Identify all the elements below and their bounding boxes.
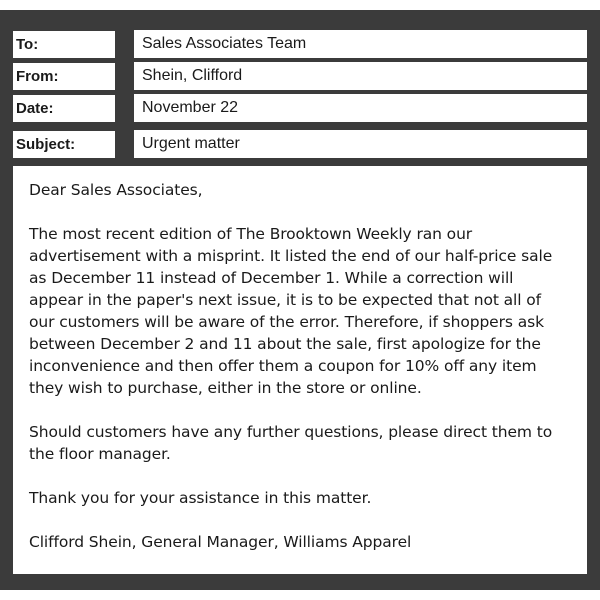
- closing: Thank you for your assistance in this matter.: [29, 489, 372, 507]
- date-value: November 22: [134, 94, 587, 122]
- to-label: To:: [13, 31, 115, 58]
- signature: Clifford Shein, General Manager, Williams Apparel: [29, 533, 412, 551]
- date-label: Date:: [13, 95, 115, 122]
- from-label: From:: [13, 63, 115, 90]
- subject-label: Subject:: [13, 131, 115, 158]
- memo-body: [13, 166, 587, 574]
- subject-value: Urgent matter: [134, 130, 587, 158]
- greeting: Dear Sales Associates,: [29, 181, 203, 199]
- body-paragraph-2: Should customers have any further questions, please direct them to the floor manager.: [29, 423, 553, 463]
- body-paragraph-1: The most recent edition of The Brooktown Weekly ran our advertisement with a misprint. It listed the end of our half-price sale as December 11 instead of December 1. While a correction will appear in the paper's next issue, it is to be expected that not all of our customers will be aware of the error. Therefore, if shoppers ask between December 2 and 11 about the sale, first apologize for the inconvenience and then offer them a coupon for 10% off any item they wish to purchase, either in the store or online.: [29, 225, 553, 397]
- from-value: Shein, Clifford: [134, 62, 587, 90]
- to-value: Sales Associates Team: [134, 30, 587, 58]
